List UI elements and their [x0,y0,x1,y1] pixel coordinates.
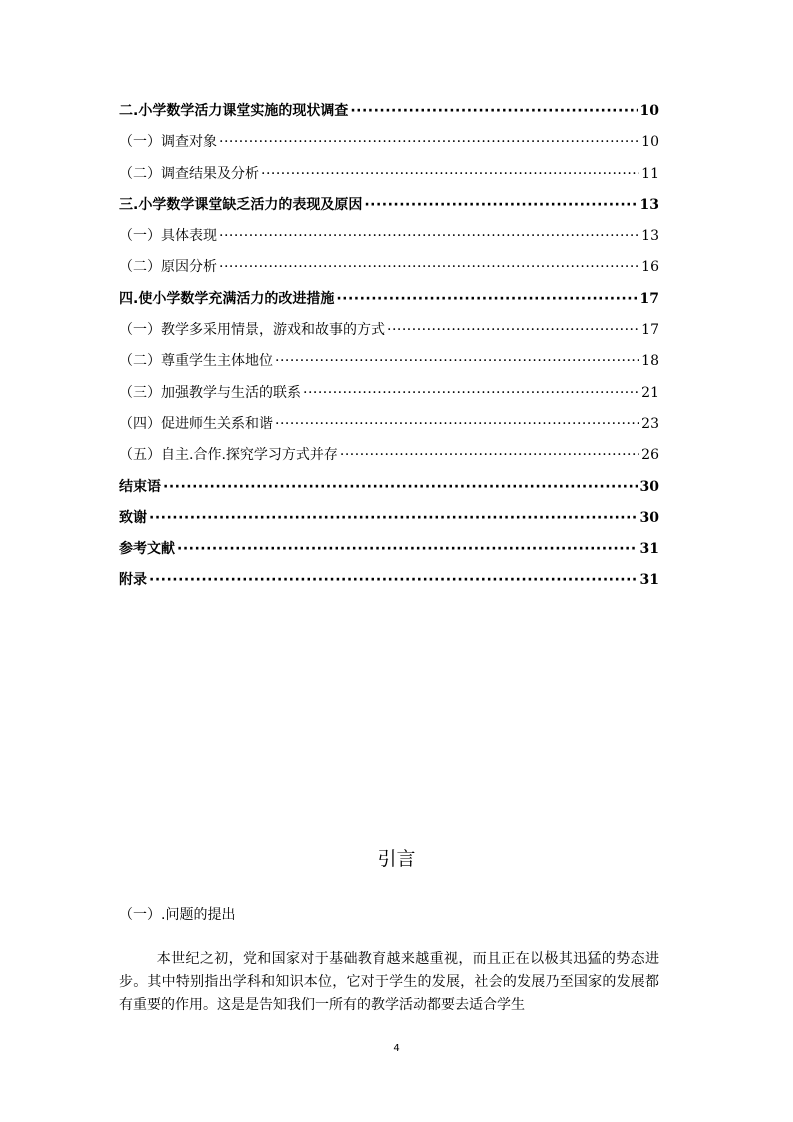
toc-leader-dots [340,447,639,463]
toc-entry-page: 16 [641,259,659,276]
toc-entry-page: 26 [641,447,659,464]
toc-entry-title: （三）加强教学与生活的联系 [119,384,301,401]
toc-leader-dots [275,353,639,369]
toc-leader-dots [219,134,639,150]
toc-entry[interactable] [119,444,659,475]
toc-entry-title: （一）调查对象 [119,134,217,151]
toc-entry[interactable] [119,131,659,162]
toc-leader-dots [350,103,637,119]
toc-leader-dots [303,385,639,401]
toc-entry-page: 10 [639,103,659,119]
toc-entry[interactable] [119,538,659,569]
toc-leader-dots [163,479,638,495]
toc-entry-title: 二.小学数学活力课堂实施的现状调查 [119,103,349,119]
paragraph: 本世纪之初，党和国家对于基础教育越来越重视，而且正在以极其迅猛的势态进步。其中特别指出学科和知识本位，它对于学生的发展，社会的发展乃至国家的发展都有重要的作用。这是是告知我们一所有的教学活动都要去适合学生 [119,951,659,1013]
toc-entry[interactable] [119,194,659,225]
toc-entry-page: 17 [641,322,659,339]
toc-leader-dots [261,166,639,182]
toc-entry-title: 附录 [119,572,147,589]
toc-leader-dots [149,510,638,526]
toc-entry[interactable] [119,413,659,444]
toc-leader-dots [177,541,638,557]
toc-entry-title: （二）原因分析 [119,259,217,276]
toc-entry[interactable] [119,569,659,600]
toc-entry-title: （一）具体表现 [119,228,217,245]
toc-leader-dots [275,416,639,432]
body-text [119,948,659,1017]
toc-entry-title: 致谢 [119,509,147,526]
toc-entry-page: 18 [641,353,659,370]
toc-leader-dots [219,259,639,275]
toc-entry-page: 30 [639,478,659,495]
toc-entry-page: 10 [641,134,659,151]
toc-entry[interactable] [119,382,659,413]
toc-entry-page: 30 [639,509,659,526]
page-number: 4 [393,1043,400,1054]
toc-entry[interactable] [119,476,659,507]
toc-entry-title: 三.小学数学课堂缺乏活力的表现及原因 [119,196,363,213]
toc-entry-page: 13 [641,228,659,245]
toc-entry-title: 结束语 [119,478,161,495]
toc-entry-title: （二）调查结果及分析 [119,165,259,182]
table-of-contents [119,100,659,601]
toc-entry[interactable] [119,319,659,350]
toc-entry-page: 11 [641,165,659,182]
toc-entry-page: 17 [639,290,659,307]
toc-entry-page: 31 [639,572,659,589]
section-heading: 引言 [377,848,416,870]
section-subheading: （一）.问题的提出 [119,907,236,923]
toc-leader-dots [387,322,639,338]
toc-leader-dots [149,572,638,588]
toc-leader-dots [364,197,637,213]
toc-entry-title: 参考文献 [119,541,175,558]
toc-entry-title: 四.使小学数学充满活力的改进措施 [119,290,335,307]
toc-entry-title: （五）自主.合作.探究学习方式并存 [119,447,338,464]
toc-leader-dots [336,291,637,307]
toc-entry-title: （四）促进师生关系和谐 [119,415,273,432]
toc-entry-page: 31 [639,541,659,558]
toc-entry[interactable] [119,100,659,131]
toc-entry[interactable] [119,225,659,256]
toc-entry-page: 21 [641,384,659,401]
toc-entry[interactable] [119,163,659,194]
toc-entry-title: （二）尊重学生主体地位 [119,353,273,370]
toc-entry-page: 23 [641,415,659,432]
toc-leader-dots [219,228,639,244]
toc-entry[interactable] [119,350,659,381]
toc-entry[interactable] [119,288,659,319]
toc-entry-title: （一）教学多采用情景，游戏和故事的方式 [119,322,385,339]
toc-entry[interactable] [119,256,659,287]
toc-entry[interactable] [119,507,659,538]
toc-entry-page: 13 [639,196,659,213]
